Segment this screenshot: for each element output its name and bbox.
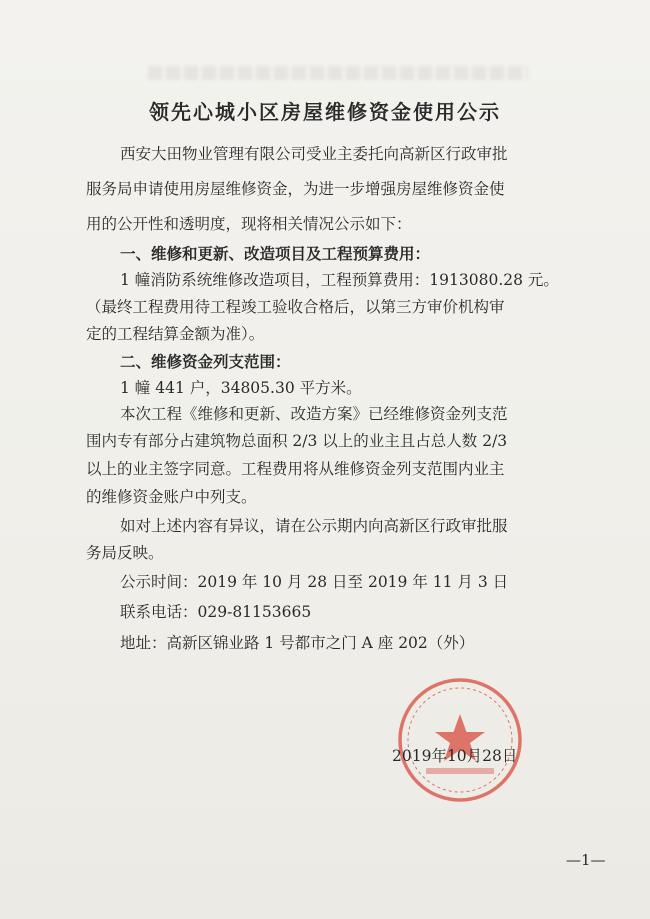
section2-heading: 二、维修资金列支范围： bbox=[120, 352, 291, 371]
signature-date: 2019年10月28日 bbox=[392, 747, 518, 765]
official-seal bbox=[396, 676, 524, 804]
para1-line-3: 用的公开性和透明度，现将相关情况公示如下： bbox=[86, 215, 412, 233]
section2-line: 1 幢 441 户，34805.30 平方米。 bbox=[120, 379, 362, 397]
notice-time: 公示时间：2019 年 10 月 28 日至 2019 年 11 月 3 日 bbox=[120, 573, 509, 591]
para2-line-2: 围内专有部分占建筑物总面积 2/3 以上的业主且占总人数 2/3 bbox=[86, 432, 508, 450]
para2-line-1: 本次工程《维修和更新、改造方案》已经维修资金列支范 bbox=[120, 405, 508, 423]
section1-line-2: （最终工程费用待工程竣工验收合格后，以第三方审价机构审 bbox=[86, 298, 505, 316]
para1-line-1: 西安大田物业管理有限公司受业主委托向高新区行政审批 bbox=[120, 145, 508, 163]
para3-line-1: 如对上述内容有异议，请在公示期内向高新区行政审批服 bbox=[120, 517, 508, 535]
section1-heading: 一、维修和更新、改造项目及工程预算费用： bbox=[120, 244, 431, 263]
para2-line-4: 的维修资金账户中列支。 bbox=[86, 488, 257, 506]
contact-phone: 联系电话：029-81153665 bbox=[120, 603, 312, 621]
document-title: 领先心城小区房屋维修资金使用公示 bbox=[149, 100, 501, 124]
contact-address: 地址：高新区锦业路 1 号都市之门 A 座 202（外） bbox=[120, 634, 475, 652]
section1-line-1: 1 幢消防系统维修改造项目，工程预算费用：1913080.28 元。 bbox=[120, 271, 559, 289]
para3-line-2: 务局反映。 bbox=[86, 544, 164, 562]
bleed-through-shadow bbox=[148, 66, 528, 80]
para1-line-2: 服务局申请使用房屋维修资金，为进一步增强房屋维修资金使 bbox=[86, 180, 505, 198]
para2-line-3: 以上的业主签字同意。工程费用将从维修资金列支范围内业主 bbox=[86, 460, 505, 478]
page-number: —1— bbox=[566, 851, 606, 869]
section1-line-3: 定的工程结算金额为准）。 bbox=[86, 325, 265, 343]
